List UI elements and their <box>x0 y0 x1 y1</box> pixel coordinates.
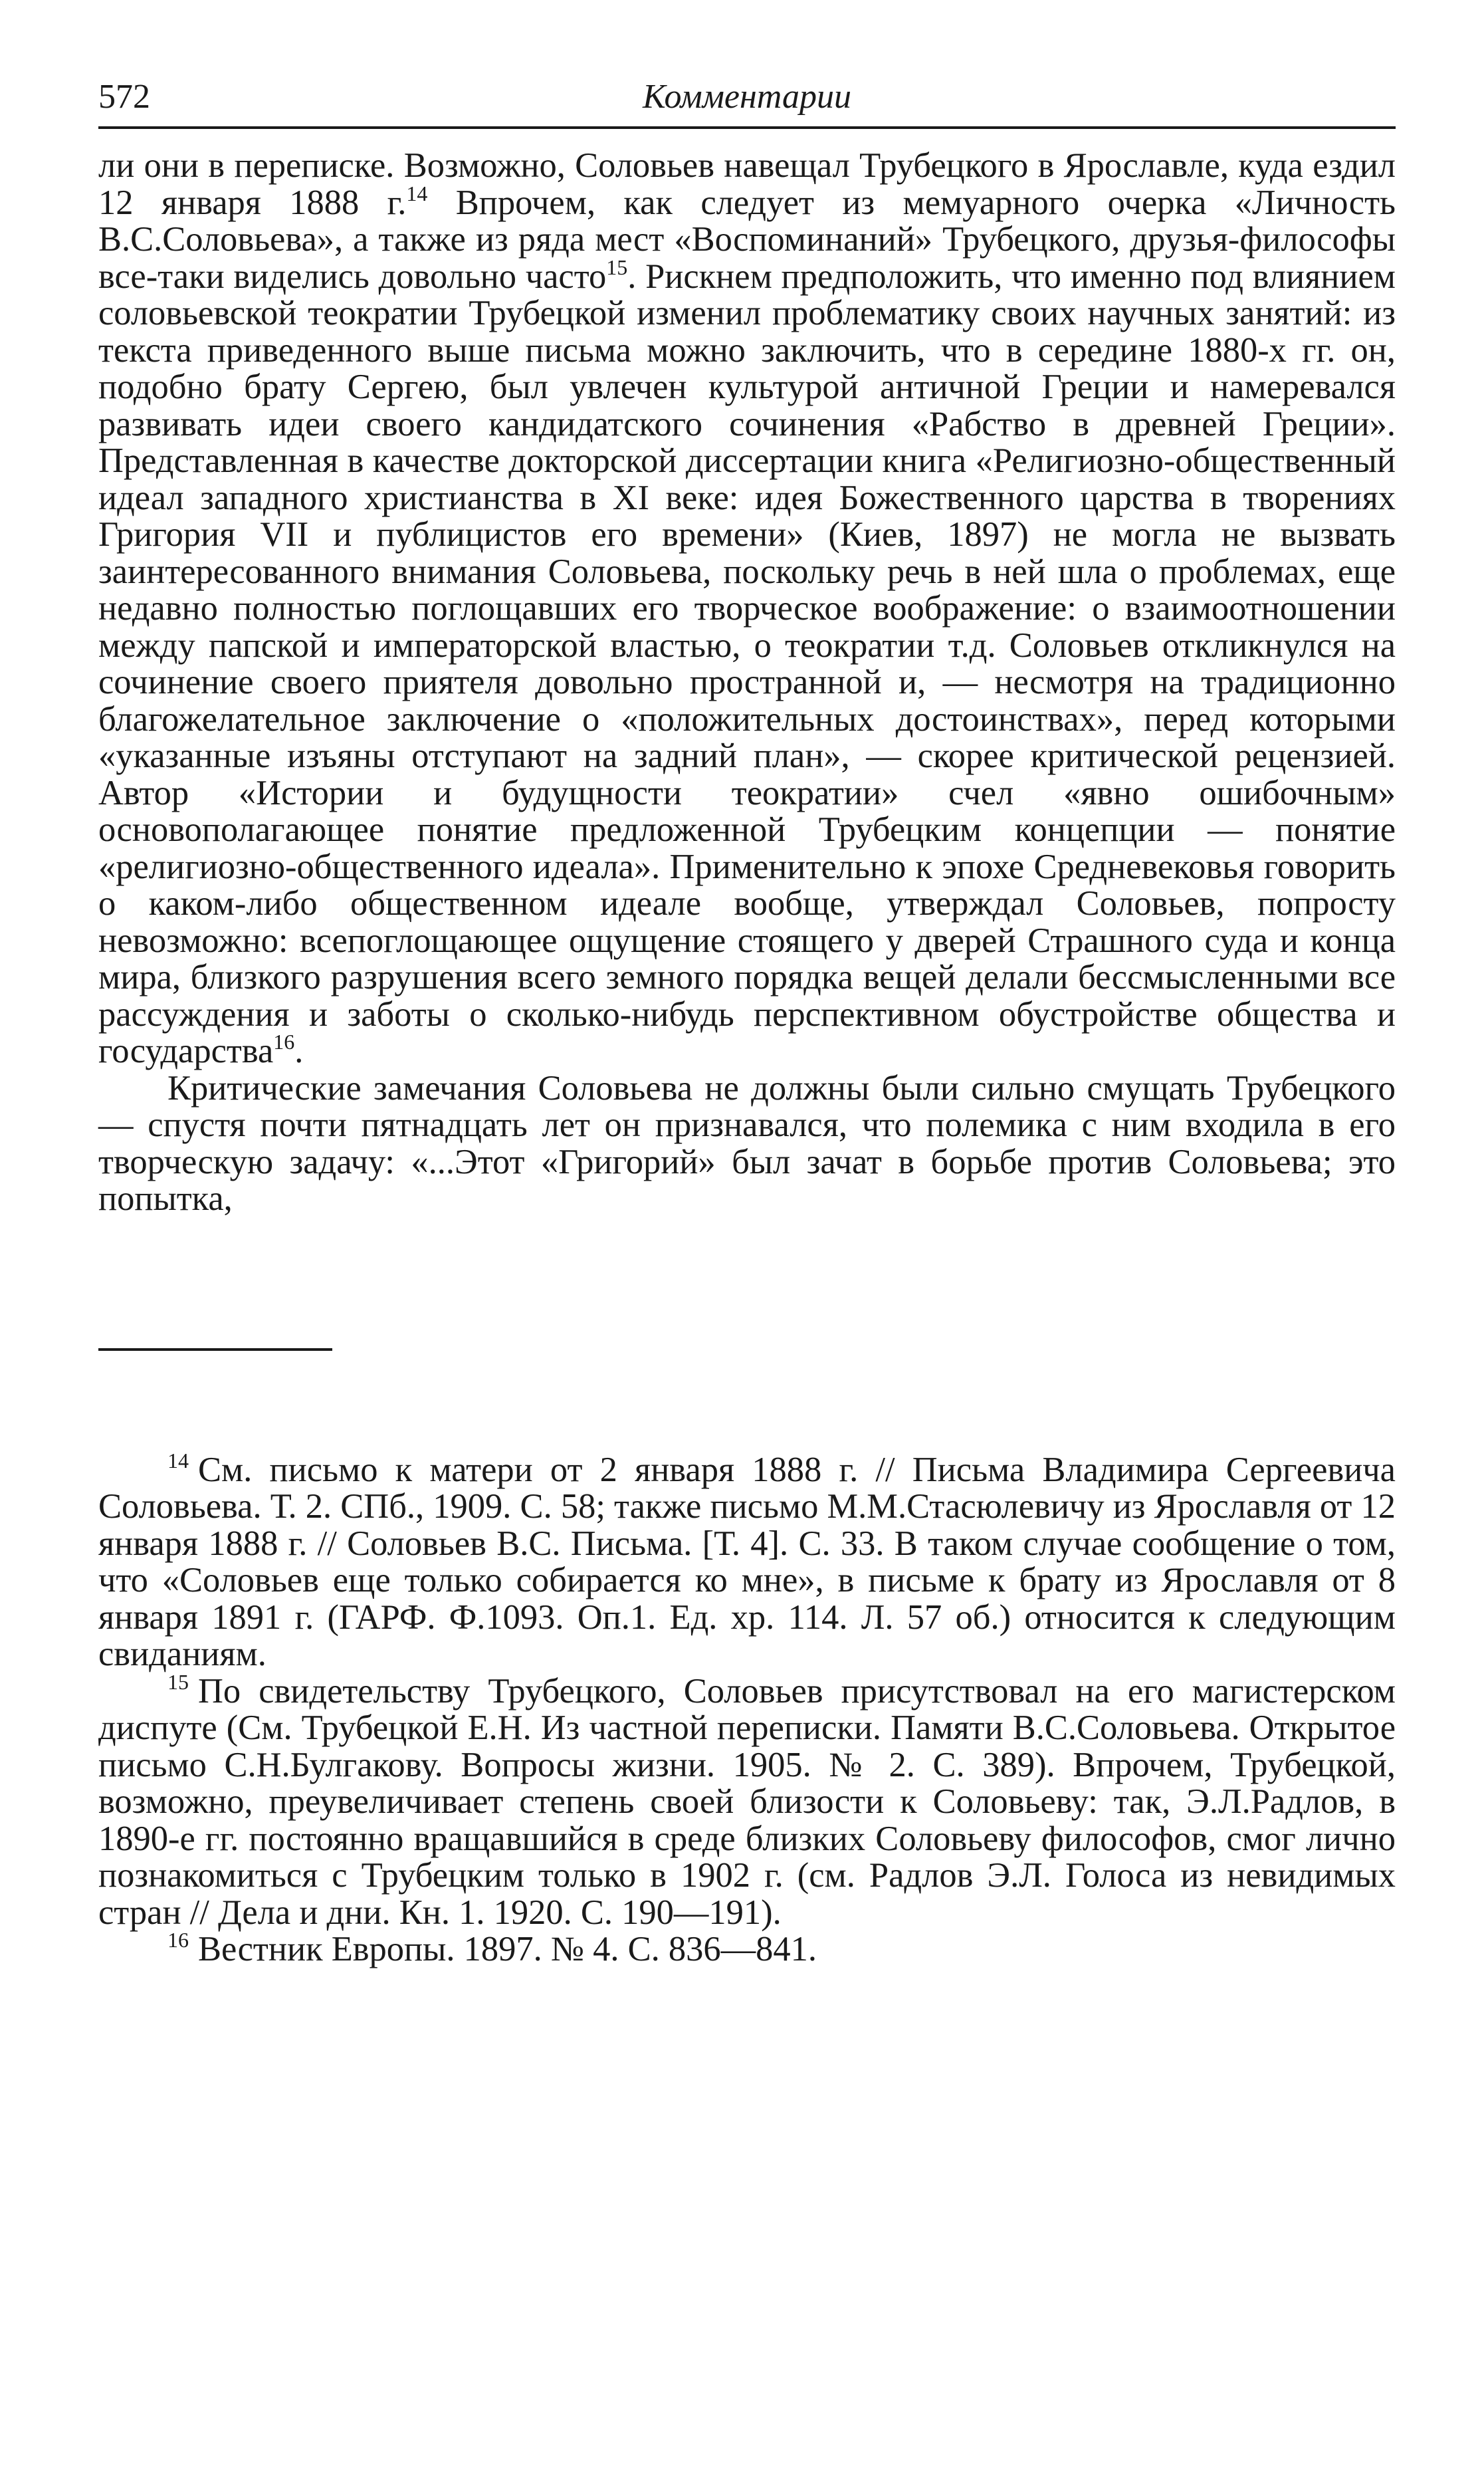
footnotes <box>98 1448 1396 1968</box>
footnote-ref-14: 14 <box>406 181 428 205</box>
footnote-text: По свидетельству Трубецкого, Соловьев присутствовал на его магистерском диспуте (См. Трубецкой Е.Н. Из частной переписки. Памяти В.С.Соловьева. Открытое письмо С.Н.Булгакову. Вопросы жизни. 1905. № 2. С. 389). Впрочем, Трубецкой, возможно, преувеличивает степень своей близости к Соловьеву: так, Э.Л.Радлов, в 1890-е гг. постоянно вращавшийся в среде близких Соловьеву философов, смог лично познакомиться с Трубецким только в 1902 г. (см. Радлов Э.Л. Голоса из невидимых стран // Дела и дни. Кн. 1. 1920. С. 190—191). <box>98 1671 1396 1932</box>
paragraph-1-part-d: . <box>294 1032 304 1070</box>
paragraph-1-part-a: ли они в переписке. Возможно, Соловьев навещал Трубецкого в Ярославле, куда ездил 12 января 1888 г. <box>98 146 1396 222</box>
running-head: Комментарии <box>642 78 851 116</box>
paragraph-1 <box>98 148 1396 1070</box>
paragraph-1-part-b: Впрочем, как следует из мемуарного очерка «Личность В.С.Соловьева», а также из ряда мест «Воспоминаний» Трубецкого, друзья-философы все-таки виделись довольно часто <box>98 183 1396 296</box>
footnote-text: Вестник Европы. 1897. № 4. С. 836—841. <box>198 1930 817 1968</box>
main-text <box>98 148 1396 1218</box>
footnote-text: См. письмо к матери от 2 января 1888 г. // Письма Владимира Сергеевича Соловьева. Т. 2. СПб., 1909. С. 58; также письмо М.М.Стасюлевичу из Ярославля от 12 января 1888 г. // Соловьев В.С. Письма. [Т. 4]. С. 33. В таком случае сообщение о том, что «Соловьев еще только собирается ко мне», в письме к брату из Ярославля от 8 января 1891 г. (ГАРФ. Ф.1093. Оп.1. Ед. хр. 114. Л. 57 об.) относится к следующим свиданиям. <box>98 1450 1396 1673</box>
paragraph-2: Критические замечания Соловьева не должны были сильно смущать Трубецкого — спустя почти пятнадцать лет он признавался, что полемика с ним входила в его творческую задачу: «...Этот «Григорий» был зачат в борьбе против Соловьева; это попытка, <box>98 1068 1396 1218</box>
footnote-14 <box>98 1448 1396 1673</box>
footnote-separator <box>98 1348 332 1351</box>
page-number: 572 <box>98 78 150 116</box>
footnote-ref-15: 15 <box>606 255 628 279</box>
footnote-number: 14 <box>167 1448 189 1472</box>
footnote-ref-16: 16 <box>273 1030 295 1054</box>
page-header <box>98 73 1396 129</box>
footnote-16 <box>98 1928 1396 1968</box>
book-page <box>98 73 1396 2426</box>
paragraph-1-part-c: . Рискнем предположить, что именно под влиянием соловьевской теократии Трубецкой изменил проблематику своих научных занятий: из текста приведенного выше письма можно заключить, что в середине 1880-х гг. он, подобно брату Сергею, был увлечен культурой античной Греции и намеревался развивать идеи своего кандидатского сочинения «Рабство в древней Греции». Представленная в качестве докторской диссертации книга «Религиозно-общественный идеал западного христианства в XI веке: идея Божественного царства в творениях Григория VII и публицистов его времени» (Киев, 1897) не могла не вызвать заинтересованного внимания Соловьева, поскольку речь в ней шла о проблемах, еще недавно полностью поглощавших его творческое воображение: о взаимоотношении между папской и императорской властью, о теократии т.д. Соловьев откликнулся на сочинение своего приятеля довольно пространной и, — несмотря на традиционно благожелательное заключение о «положительных достоинствах», перед которыми «указанные изъяны отступают на задний план», — скорее критической рецензией. Автор «Истории и будущности теократии» счел «явно ошибочным» основополагающее понятие предложенной Трубецким концепции — понятие «религиозно-общественного идеала». Применительно к эпохе Средневековья говорить о каком-либо общественном идеале вообще, утверждал Соловьев, попросту невозможно: всепоглощающее ощущение стоящего у дверей Страшного суда и конца мира, близкого разрушения всего земного порядка вещей делали бессмысленными все рассуждения и заботы о сколько-нибудь перспективном обустройстве общества и государства <box>98 257 1396 1070</box>
footnote-number: 15 <box>167 1669 189 1694</box>
footnote-number: 16 <box>167 1928 189 1952</box>
footnote-15 <box>98 1669 1396 1932</box>
